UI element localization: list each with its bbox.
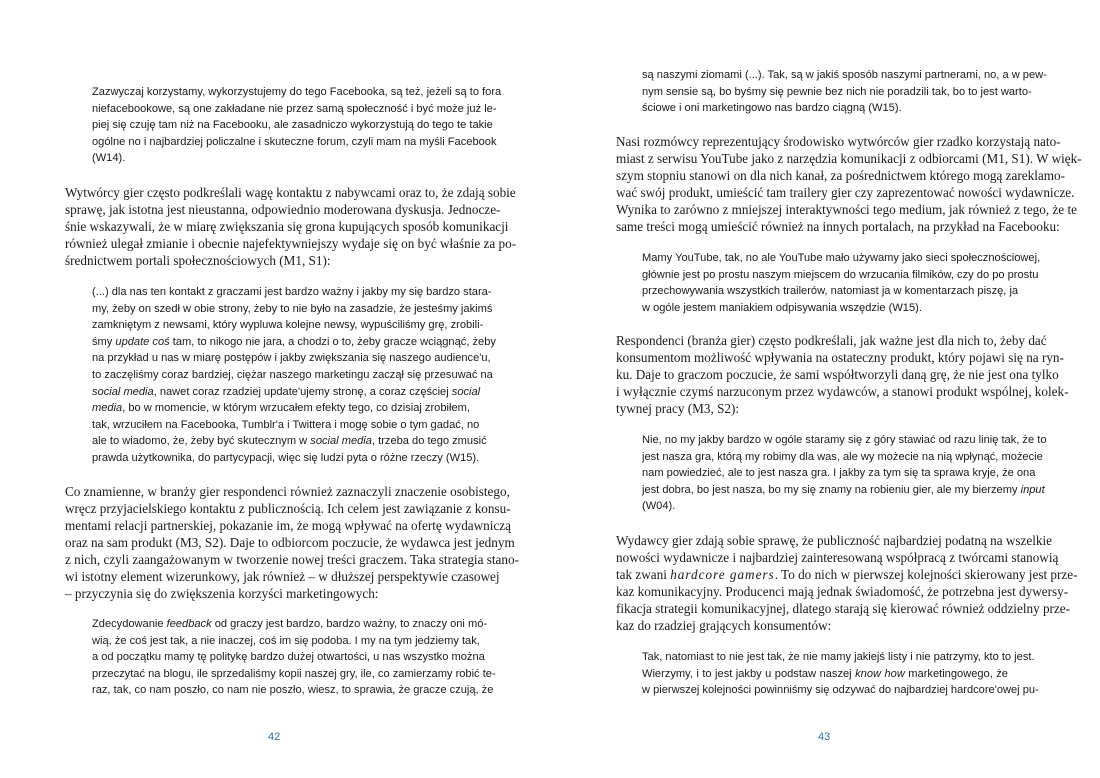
text-line: w ogóle jestem maniakiem odpisywania wszędzie (W15). bbox=[642, 301, 922, 314]
text-line: tywnej pracy (M3, S2): bbox=[616, 401, 740, 416]
text-line: zamkniętym z newsami, który wypluwa kolejne newsy, wypuściliśmy grę, zrobili- bbox=[92, 319, 484, 332]
text-line: mentami relacji partnerskiej, pokazanie im, że mogą wpływać na ofertę wydawniczą bbox=[65, 518, 511, 533]
body-paragraph bbox=[616, 532, 1078, 634]
text-line: również ulegał zmianie i obecnie najefektywniejszy wydaje się on być właśnie za po- bbox=[65, 236, 517, 251]
right-page bbox=[550, 0, 1100, 778]
text-line: nowości wydawnicze i najbardziej zainteresowaną współpracą z twórcami stanowią bbox=[616, 550, 1059, 565]
text-line: wi istotny element wizerunkowy, jak również – w dłuższej perspektywie czasowej bbox=[65, 569, 500, 584]
text-line: Nie, no my jakby bardzo w ogóle staramy się z góry stawiać od razu linię tak, że to bbox=[642, 434, 1047, 446]
page-number: 43 bbox=[818, 731, 831, 743]
quote-block bbox=[642, 250, 1041, 316]
text-line: oraz na sam produkt (M3, S2). Daje to odbiorcom poczucie, że wydawca jest jednym bbox=[65, 535, 515, 550]
text-line: głównie jest po prostu naszym miejscem do wrzucania filmików, czy do po prostu bbox=[642, 268, 1039, 281]
text-line: prawda użytkownika, do partycypacji, więc się ludzi pyta o różne rzeczy (W15). bbox=[92, 451, 480, 464]
text-line: śmy update coś tam, to nikogo nie jara, a chodzi o to, żeby gracze wciągnąć, żeby bbox=[92, 335, 496, 348]
text-line: nym sensie są, bo byśmy się pewnie bez nich nie poradzili tak, bo to jest warto- bbox=[642, 85, 1032, 98]
text-line: konsumentom możliwość wpływania na ostateczny produkt, który pojawi się na ryn- bbox=[616, 350, 1064, 365]
text-line: wręcz przyjacielskiego kontaktu z publicznością. Ich celem jest zawiązanie z konsu- bbox=[65, 501, 511, 516]
text-line: Wytwórcy gier często podkreślali wagę kontaktu z nabywcami oraz to, że zdają sobie bbox=[65, 185, 516, 200]
text-line: Co znamienne, w branży gier respondenci również zaznaczyli znaczenie osobistego, bbox=[65, 484, 510, 499]
text-line: to zaczęliśmy coraz bardziej, ciężar naszego marketingu zaczął się przesuwać na bbox=[92, 368, 493, 381]
text-line: jest nasza gra, którą my robimy dla was, ale wy możecie na nią wpłynąć, możecie bbox=[642, 450, 1043, 463]
text-line: social media, nawet coraz rzadziej update'ujemy stronę, a coraz częściej social bbox=[92, 385, 481, 398]
text-line: niefacebookowe, są one zakładane nie przez samą społeczność i być może już le- bbox=[92, 102, 497, 115]
text-line: Zazwyczaj korzystamy, wykorzystujemy do tego Facebooka, są też, jeżeli są to fora bbox=[92, 86, 502, 98]
text-line: raz, tak, co nam poszło, co nam nie poszło, wiesz, to sprawia, że gracze czują, że bbox=[92, 684, 494, 697]
text-line: w pierwszej kolejności powinniśmy się odzywać do najbardziej hardcore'owej pu- bbox=[642, 684, 1039, 697]
text-line: (W14). bbox=[92, 152, 126, 165]
text-line: my, żeby on szedł w obie strony, żeby to nie było na zasadzie, że jesteśmy jakimś bbox=[92, 302, 493, 315]
text-line: z nich, czyli zaangażowanym w tworzenie nowej treści graczem. Taka strategia stano- bbox=[65, 552, 519, 567]
text-line: średnictwem portali społecznościowych (M1, S1): bbox=[65, 253, 331, 268]
text-line: (W04). bbox=[642, 500, 676, 513]
text-line: kaz do rzadziej grających konsumentów: bbox=[616, 618, 832, 633]
text-line: piej się czuję tam niż na Facebooku, ale zasadniczo wykorzystują do tego te takie bbox=[92, 119, 493, 132]
text-line: jest dobra, bo jest nasza, bo my się znamy na robieniu gier, ale my bierzemy input bbox=[642, 483, 1045, 496]
text-line: wać swój produkt, umieścić tam trailery gier czy zaprezentować nowości wydawnicze. bbox=[616, 185, 1075, 200]
text-line: ściowe i oni marketingowo nas bardzo ciągną (W15). bbox=[642, 102, 902, 115]
text-line: tak zwani hardcore gamers. To do nich w pierwszej kolejności skierowany jest prze- bbox=[616, 567, 1078, 582]
quote-block bbox=[642, 67, 1047, 117]
text-line: ogólne no i najbardziej policzalne i skuteczne forum, czyli mam na myśli Facebook bbox=[92, 135, 497, 148]
page-number: 42 bbox=[268, 731, 281, 743]
text-line: przeczytać na blogu, ile sprzedaliśmy kopii naszej gry, ile, co zamierzamy robić te- bbox=[92, 667, 496, 680]
text-line: ale to wiadomo, że, żeby być skutecznym w social media, trzeba do tego zmusić bbox=[92, 435, 487, 448]
text-line: same treści mogą umieścić również na innych portalach, na przykład na Facebooku: bbox=[616, 219, 1060, 234]
text-line: na przykład u nas w miarę postępów i jakby zwiększania się naszego audience'u, bbox=[92, 352, 491, 365]
text-line: miast z serwisu YouTube jako z narzędzia komunikacji z odbiorcami (M1, S1). W więk- bbox=[616, 151, 1082, 166]
text-line: Mamy YouTube, tak, no ale YouTube mało używamy jako sieci społecznościowej, bbox=[642, 252, 1041, 264]
text-line: a od początku mamy tę politykę bardzo dużej otwartości, u nas wszystko można bbox=[92, 651, 485, 664]
quote-block bbox=[642, 649, 1039, 699]
body-paragraph bbox=[65, 483, 519, 602]
text-line: Respondenci (branża gier) często podkreślali, jak ważne jest dla nich to, żeby dać bbox=[616, 333, 1047, 348]
text-line: przechowywania wszystkich trailerów, natomiast ja w komentarzach piszę, ja bbox=[642, 285, 1019, 298]
text-line: – przyczynia się do zwiększenia korzyści marketingowych: bbox=[65, 586, 379, 601]
text-line: media, bo w momencie, w którym wrzucałem efekty tego, co dzisiaj zrobiłem, bbox=[92, 402, 470, 415]
quote-block bbox=[92, 284, 496, 467]
text-line: fikacja strategii komunikacyjnej, dlatego starają się kierować również oddzielny prze- bbox=[616, 601, 1071, 616]
text-line: szym stopniu stanowi on dla nich kanał, za pośrednictwem którego mogą zareklamo- bbox=[616, 168, 1065, 183]
text-line: wią, że coś jest tak, a nie inaczej, coś im się podoba. I my na tym jedziemy tak, bbox=[92, 634, 480, 647]
text-line: są naszymi ziomami (...). Tak, są w jakiś sposób naszymi partnerami, no, a w pew- bbox=[642, 69, 1047, 81]
body-paragraph bbox=[616, 332, 1069, 417]
text-line: Wydawcy gier zdają sobie sprawę, że publiczność najbardziej podatną na wszelkie bbox=[616, 533, 1053, 548]
text-line: nam powiedzieć, ale to jest nasza gra. I jakby za tym się ta sprawa kryje, że ona bbox=[642, 467, 1036, 480]
quote-block bbox=[92, 616, 496, 699]
text-line: ku. Daje to graczom poczucie, że sami współtworzyli daną grę, że nie jest ona tylko bbox=[616, 367, 1059, 382]
text-line: śnie wskazywali, że w miarę zwiększania się grona kupujących sposób komunikacji bbox=[65, 219, 509, 234]
text-line: i wyłącznie czymś narzuconym przez wydawców, a stanowi produkt wspólnej, kolek- bbox=[616, 384, 1069, 399]
quote-block bbox=[642, 432, 1047, 515]
text-line: kaz komunikacyjny. Producenci mają jednak świadomość, że potrzebna jest dywersy- bbox=[616, 584, 1069, 599]
body-paragraph bbox=[65, 184, 517, 269]
text-line: Tak, natomiast to nie jest tak, że nie mamy jakiejś listy i nie patrzymy, kto to jest. bbox=[642, 651, 1035, 663]
text-line: Wierzymy, i to jest jakby u podstaw naszej know how marketingowego, że bbox=[642, 667, 1008, 680]
text-line: Zdecydowanie feedback od graczy jest bardzo, bardzo ważny, to znaczy oni mó- bbox=[92, 618, 488, 630]
text-line: tak, wrzuciłem na Facebooka, Tumblr'a i Twittera i mogę sobie o tym gadać, no bbox=[92, 418, 480, 431]
body-paragraph bbox=[616, 133, 1082, 235]
text-line: Wynika to zarówno z mniejszej interaktywności tego medium, jak również z tego, że te bbox=[616, 202, 1077, 217]
text-line: (...) dla nas ten kontakt z graczami jest bardzo ważny i jakby my się bardzo stara- bbox=[92, 286, 492, 298]
text-line: sprawę, jak istotna jest nieustanna, odpowiednio moderowana dyskusja. Jednocze- bbox=[65, 202, 501, 217]
quote-block bbox=[92, 84, 502, 167]
text-line: Nasi rozmówcy reprezentujący środowisko wytwórców gier rzadko korzystają nato- bbox=[616, 134, 1061, 149]
